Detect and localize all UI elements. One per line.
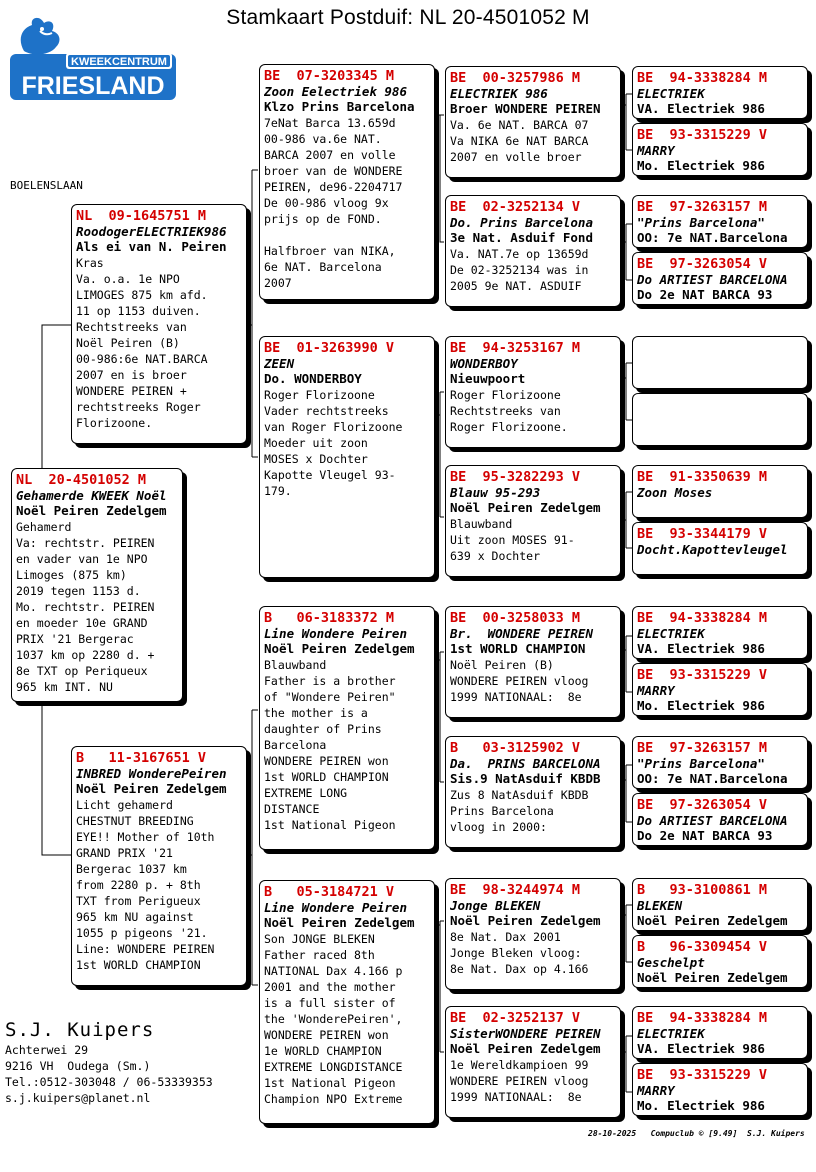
- info-line: 1st WORLD CHAMPION: [264, 770, 389, 784]
- info-line: 2007: [264, 276, 292, 290]
- info-line: 8e Nat. Dax 2001: [450, 930, 561, 944]
- ring-number: B 03-3125902 V: [450, 740, 581, 756]
- pigeon-name: ZEEN: [264, 356, 295, 371]
- ring-number: NL 09-1645751 M: [76, 208, 207, 224]
- info-line: Line: WONDERE PEIREN: [76, 942, 215, 956]
- info-line: Noël Peiren (B): [76, 336, 180, 350]
- info-line: 965 km NU against: [76, 910, 194, 924]
- info-line: is a full sister of: [264, 996, 396, 1010]
- pigeon-card: [632, 123, 808, 176]
- pigeon-name: Line Wondere Peiren: [264, 900, 407, 915]
- info-line: Moeder uit zoon: [264, 436, 368, 450]
- owner-line: Noël Peiren Zedelgem: [16, 503, 167, 518]
- pigeon-name: MARRY: [637, 143, 675, 158]
- pigeon-name: ELECTRIEK: [637, 1026, 705, 1041]
- info-line: Blauwband: [450, 517, 513, 531]
- owner-line: 1st WORLD CHAMPION: [450, 641, 586, 656]
- info-line: broer van de WONDERE: [264, 164, 403, 178]
- info-line: De 02-3252134 was in: [450, 263, 589, 277]
- address-line: Tel.:0512-303048 / 06-53339353: [5, 1075, 213, 1089]
- ring-number: BE 01-3263990 V: [264, 340, 395, 356]
- pigeon-card: [632, 465, 808, 518]
- owner-line: OO: 7e NAT.Barcelona: [637, 230, 788, 245]
- info-line: WONDERE PEIREN won: [264, 754, 389, 768]
- pigeon-card: [445, 878, 621, 990]
- owner-line: Do. WONDERBOY: [264, 371, 362, 386]
- pigeon-card: [632, 252, 808, 305]
- owner-line: Noël Peiren Zedelgem: [450, 500, 601, 515]
- pigeon-name: MARRY: [637, 683, 675, 698]
- pigeon-name: INBRED WonderePeiren: [76, 766, 227, 781]
- pigeon-card: [632, 606, 808, 659]
- ring-number: BE 93-3315229 V: [637, 1067, 768, 1083]
- info-line: De 00-986 vloog 9x: [264, 196, 389, 210]
- info-line: Halfbroer van NIKA,: [264, 244, 396, 258]
- info-line: 639 x Dochter: [450, 549, 541, 563]
- breeder-address: [5, 1018, 213, 1106]
- owner-line: OO: 7e NAT.Barcelona: [637, 771, 788, 786]
- info-line: 7eNat Barca 13.659d: [264, 116, 396, 130]
- pigeon-card: [445, 336, 621, 448]
- pigeon-card: [632, 336, 808, 389]
- pigeon-name: Do ARTIEST BARCELONA: [637, 272, 788, 287]
- owner-line: Noël Peiren Zedelgem: [264, 915, 415, 930]
- ring-number: B 93-3100861 M: [637, 882, 768, 898]
- info-line: 179.: [264, 484, 292, 498]
- info-line: 2019 tegen 1153 d.: [16, 584, 141, 598]
- ring-number: BE 97-3263157 M: [637, 199, 768, 215]
- owner-line: Sis.9 NatAsduif KBDB: [450, 771, 601, 786]
- owner-line: Nieuwpoort: [450, 371, 526, 386]
- info-line: Prins Barcelona: [450, 804, 554, 818]
- info-line: Florizoone.: [76, 416, 153, 430]
- owner-line: Noël Peiren Zedelgem: [637, 913, 788, 928]
- info-line: Gehamerd: [16, 520, 72, 534]
- info-line: 00-986 va.6e NAT.: [264, 132, 382, 146]
- owner-line: VA. Electriek 986: [637, 1041, 765, 1056]
- ring-number: BE 98-3244974 M: [450, 882, 581, 898]
- ring-number: NL 20-4501052 M: [16, 472, 147, 488]
- page-title: Stamkaart Postduif: NL 20-4501052 M: [226, 6, 590, 29]
- info-line: Rechtstreeks van: [76, 320, 187, 334]
- info-line: 1999 NATIONAAL: 8e: [450, 690, 582, 704]
- info-line: DISTANCE: [264, 802, 320, 816]
- pigeon-name: RoodogerELECTRIEK986: [76, 224, 227, 239]
- owner-line: Noël Peiren Zedelgem: [637, 970, 788, 985]
- owner-line: VA. Electriek 986: [637, 641, 765, 656]
- pigeon-name: ELECTRIEK 986: [450, 86, 548, 101]
- footer-credit: 28-10-2025 Compuclub © [9.49] S.J. Kuipers: [588, 1129, 805, 1138]
- ring-number: BE 93-3315229 V: [637, 667, 768, 683]
- info-line: rechtstreeks Roger: [76, 400, 201, 414]
- info-line: 1999 NATIONAAL: 8e: [450, 1090, 582, 1104]
- owner-line: Noël Peiren Zedelgem: [450, 913, 601, 928]
- info-line: 8e TXT op Periqueux: [16, 664, 148, 678]
- info-line: Va. NAT.7e op 13659d: [450, 247, 589, 261]
- info-line: Barcelona: [264, 738, 327, 752]
- info-line: Bergerac 1037 km: [76, 862, 187, 876]
- ring-number: BE 93-3344179 V: [637, 526, 768, 542]
- owner-line: Mo. Electriek 986: [637, 698, 765, 713]
- info-line: Licht gehamerd: [76, 798, 173, 812]
- info-line: Vader rechtstreeks: [264, 404, 389, 418]
- info-line: CHESTNUT BREEDING: [76, 814, 194, 828]
- pigeon-card: [445, 66, 621, 178]
- info-line: [264, 227, 430, 243]
- loft-name: BOELENSLAAN: [10, 179, 83, 192]
- info-line: 1e WORLD CHAMPION: [264, 1044, 382, 1058]
- info-line: Rechtstreeks van: [450, 404, 561, 418]
- info-line: prijs op de FOND.: [264, 212, 382, 226]
- info-line: Blauwband: [264, 658, 327, 672]
- ring-number: BE 97-3263157 M: [637, 740, 768, 756]
- info-line: Champion NPO Extreme: [264, 1092, 403, 1106]
- pigeon-name: ELECTRIEK: [637, 626, 705, 641]
- info-line: Mo. rechtstr. PEIREN: [16, 600, 155, 614]
- info-line: Va. 6e NAT. BARCA 07: [450, 118, 589, 132]
- pigeon-card: [259, 880, 435, 1124]
- info-line: the mother is a: [264, 706, 368, 720]
- logo-top-text: KWEEKCENTRUM: [71, 56, 167, 68]
- pigeon-card: [632, 878, 808, 931]
- ring-number: BE 00-3257986 M: [450, 70, 581, 86]
- info-line: Roger Florizoone: [450, 388, 561, 402]
- pigeon-card: [71, 746, 247, 986]
- ring-number: BE 95-3282293 V: [450, 469, 581, 485]
- ring-number: BE 02-3252134 V: [450, 199, 581, 215]
- info-line: en moeder 10e GRAND: [16, 616, 148, 630]
- owner-line: Do 2e NAT BARCA 93: [637, 287, 773, 302]
- info-line: 1st WORLD CHAMPION: [76, 958, 201, 972]
- pigeon-card: [632, 522, 808, 575]
- info-line: 1st National Pigeon: [264, 818, 396, 832]
- info-line: GRAND PRIX '21: [76, 846, 173, 860]
- owner-line: VA. Electriek 986: [637, 101, 765, 116]
- pigeon-card: [632, 935, 808, 988]
- info-line: PRIX '21 Bergerac: [16, 632, 134, 646]
- info-line: EXTREME LONG: [264, 786, 348, 800]
- info-line: 2001 and the mother: [264, 980, 396, 994]
- owner-line: Als ei van N. Peiren: [76, 239, 227, 254]
- pigeon-name: WONDERBOY: [450, 356, 518, 371]
- info-line: NATIONAL Dax 4.166 p: [264, 964, 403, 978]
- pigeon-card: [632, 793, 808, 846]
- pigeon-name: "Prins Barcelona": [637, 215, 765, 230]
- ring-number: BE 94-3338284 M: [637, 610, 768, 626]
- pigeon-name: Zoon Eelectriek 986: [264, 84, 407, 99]
- pigeon-name: Do. Prins Barcelona: [450, 215, 593, 230]
- info-line: 2007 en volle broer: [450, 150, 582, 164]
- pigeon-name: Jonge BLEKEN: [450, 898, 541, 913]
- pigeon-name: Docht.Kapottevleugel: [637, 542, 788, 557]
- logo-main-text: FRIESLAND: [21, 72, 165, 100]
- owner-line: Noël Peiren Zedelgem: [76, 781, 227, 796]
- pigeon-name: BLEKEN: [637, 898, 683, 913]
- ring-number: B 05-3184721 V: [264, 884, 395, 900]
- info-line: Va: rechtstr. PEIREN: [16, 536, 155, 550]
- pigeon-name: Line Wondere Peiren: [264, 626, 407, 641]
- pigeon-card: [632, 736, 808, 789]
- info-line: Noël Peiren (B): [450, 658, 554, 672]
- info-line: Va NIKA 6e NAT BARCA: [450, 134, 589, 148]
- info-line: LIMOGES 875 km afd.: [76, 288, 208, 302]
- info-line: 2005 9e NAT. ASDUIF: [450, 279, 582, 293]
- owner-line: Klzo Prins Barcelona: [264, 99, 415, 114]
- info-line: Son JONGE BLEKEN: [264, 932, 375, 946]
- info-line: WONDERE PEIREN vloog: [450, 674, 589, 688]
- info-line: Uit zoon MOSES 91-: [450, 533, 575, 547]
- owner-line: Broer WONDERE PEIREN: [450, 101, 601, 116]
- pigeon-card: [71, 204, 247, 444]
- ring-number: BE 94-3253167 M: [450, 340, 581, 356]
- ring-number: B 06-3183372 M: [264, 610, 395, 626]
- info-line: Father is a brother: [264, 674, 396, 688]
- info-line: 00-986:6e NAT.BARCA: [76, 352, 208, 366]
- info-line: PEIREN, de96-2204717: [264, 180, 403, 194]
- info-line: 8e Nat. Dax op 4.166: [450, 962, 589, 976]
- pigeon-card: [632, 1006, 808, 1059]
- owner-line: Noël Peiren Zedelgem: [264, 641, 415, 656]
- info-line: van Roger Florizoone: [264, 420, 403, 434]
- ring-number: BE 02-3252137 V: [450, 1010, 581, 1026]
- info-line: Roger Florizoone: [264, 388, 375, 402]
- owner-line: Do 2e NAT BARCA 93: [637, 828, 773, 843]
- info-line: WONDERE PEIREN +: [76, 384, 187, 398]
- pigeon-card: [445, 736, 621, 848]
- info-line: 1st National Pigeon: [264, 1076, 396, 1090]
- address-line: Achterwei 29: [5, 1043, 89, 1057]
- info-line: WONDERE PEIREN won: [264, 1028, 389, 1042]
- info-line: TXT from Perigueux: [76, 894, 201, 908]
- info-line: from 2280 p. + 8th: [76, 878, 201, 892]
- pigeon-name: SisterWONDERE PEIREN: [450, 1026, 601, 1041]
- info-line: of "Wondere Peiren": [264, 690, 396, 704]
- ring-number: BE 94-3338284 M: [637, 70, 768, 86]
- ring-number: BE 94-3338284 M: [637, 1010, 768, 1026]
- pigeon-name: Geschelpt: [637, 955, 705, 970]
- pigeon-card: [632, 663, 808, 716]
- pigeon-card: [632, 66, 808, 119]
- pigeon-name: ELECTRIEK: [637, 86, 705, 101]
- info-line: 2007 en is broer: [76, 368, 187, 382]
- pigeon-name: Zoon Moses: [637, 485, 713, 500]
- info-line: the 'WonderePeiren',: [264, 1012, 403, 1026]
- pigeon-card: [11, 468, 183, 702]
- owner-line: Noël Peiren Zedelgem: [450, 1041, 601, 1056]
- owner-line: Mo. Electriek 986: [637, 1098, 765, 1113]
- owner-line: Mo. Electriek 986: [637, 158, 765, 173]
- info-line: Jonge Bleken vloog:: [450, 946, 582, 960]
- pigeon-name: Do ARTIEST BARCELONA: [637, 813, 788, 828]
- ring-number: BE 07-3203345 M: [264, 68, 395, 84]
- pigeon-name: MARRY: [637, 1083, 675, 1098]
- ring-number: BE 93-3315229 V: [637, 127, 768, 143]
- pigeon-name: Da. PRINS BARCELONA: [450, 756, 601, 771]
- info-line: 6e NAT. Barcelona: [264, 260, 382, 274]
- info-line: Father raced 8th: [264, 948, 375, 962]
- info-line: EXTREME LONGDISTANCE: [264, 1060, 403, 1074]
- info-line: 965 km INT. NU: [16, 680, 113, 694]
- info-line: Kapotte Vleugel 93-: [264, 468, 396, 482]
- ring-number: BE 97-3263054 V: [637, 256, 768, 272]
- pigeon-card: [259, 606, 435, 850]
- pigeon-card: [259, 336, 435, 578]
- ring-number: BE 91-3350639 M: [637, 469, 768, 485]
- info-line: en vader van 1e NPO: [16, 552, 148, 566]
- address-line: 9216 VH Oudega (Sm.): [5, 1059, 151, 1073]
- info-line: WONDERE PEIREN vloog: [450, 1074, 589, 1088]
- pigeon-name: Blauw 95-293: [450, 485, 541, 500]
- info-line: 1037 km op 2280 d. +: [16, 648, 155, 662]
- info-line: Limoges (875 km): [16, 568, 127, 582]
- pigeon-card: [445, 465, 621, 577]
- info-line: BARCA 2007 en volle: [264, 148, 396, 162]
- address-line: s.j.kuipers@planet.nl: [5, 1091, 151, 1105]
- info-line: MOSES x Dochter: [264, 452, 368, 466]
- info-line: 11 op 1153 duiven.: [76, 304, 201, 318]
- info-line: vloog in 2000:: [450, 820, 547, 834]
- info-line: 1055 p pigeons '21.: [76, 926, 208, 940]
- info-line: Zus 8 NatAsduif KBDB: [450, 788, 589, 802]
- pigeon-card: [632, 393, 808, 446]
- owner-line: 3e Nat. Asduif Fond: [450, 230, 593, 245]
- info-line: daughter of Prins: [264, 722, 382, 736]
- info-line: Roger Florizoone.: [450, 420, 568, 434]
- info-line: Kras: [76, 256, 104, 270]
- ring-number: BE 97-3263054 V: [637, 797, 768, 813]
- info-line: Va. o.a. 1e NPO: [76, 272, 180, 286]
- pigeon-card: [632, 195, 808, 248]
- pigeon-card: [445, 1006, 621, 1118]
- breeder-name: S.J. Kuipers: [5, 1019, 155, 1041]
- ring-number: B 96-3309454 V: [637, 939, 768, 955]
- pigeon-name: Br. WONDERE PEIREN: [450, 626, 593, 641]
- ring-number: B 11-3167651 V: [76, 750, 207, 766]
- pigeon-card: [632, 1063, 808, 1116]
- info-line: 1e Wereldkampioen 99: [450, 1058, 589, 1072]
- pigeon-name: "Prins Barcelona": [637, 756, 765, 771]
- pigeon-card: [445, 195, 621, 307]
- pigeon-card: [259, 64, 435, 300]
- pigeon-card: [445, 606, 621, 718]
- ring-number: BE 00-3258033 M: [450, 610, 581, 626]
- pigeon-name: Gehamerde KWEEK Noël: [16, 488, 167, 503]
- info-line: EYE!! Mother of 10th: [76, 830, 215, 844]
